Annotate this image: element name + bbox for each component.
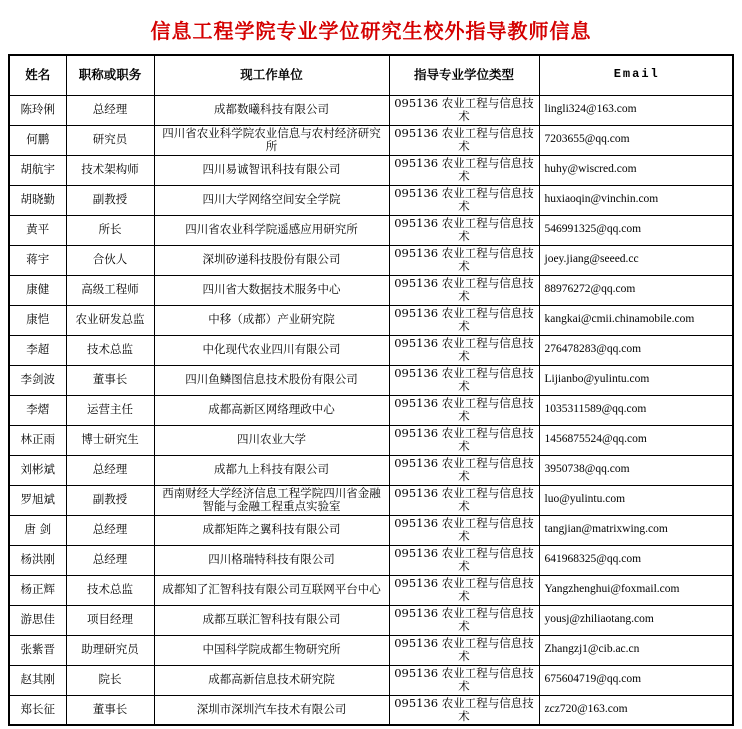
degree-cell: 095136 农业工程与信息技术 xyxy=(389,545,539,575)
org-cell: 成都数曦科技有限公司 xyxy=(154,95,389,125)
org-cell: 中化现代农业四川有限公司 xyxy=(154,335,389,365)
org-cell: 成都九上科技有限公司 xyxy=(154,455,389,485)
table-row xyxy=(9,665,733,695)
org-cell: 成都高新信息技术研究院 xyxy=(154,665,389,695)
degree-cell: 095136 农业工程与信息技术 xyxy=(389,575,539,605)
email-cell: kangkai@cmii.chinamobile.com xyxy=(539,305,733,335)
column-header-degree: 指导专业学位类型 xyxy=(389,55,539,95)
title-cell: 运营主任 xyxy=(66,395,154,425)
name-cell: 郑长征 xyxy=(9,695,66,725)
title-cell: 董事长 xyxy=(66,695,154,725)
email-cell: 7203655@qq.com xyxy=(539,125,733,155)
name-cell: 杨洪刚 xyxy=(9,545,66,575)
title-cell: 项目经理 xyxy=(66,605,154,635)
email-cell: 3950738@qq.com xyxy=(539,455,733,485)
name-cell: 蒋宇 xyxy=(9,245,66,275)
table-row xyxy=(9,155,733,185)
name-cell: 何鹏 xyxy=(9,125,66,155)
title-cell: 技术总监 xyxy=(66,575,154,605)
name-cell: 陈玲俐 xyxy=(9,95,66,125)
degree-cell: 095136 农业工程与信息技术 xyxy=(389,395,539,425)
email-cell: 1035311589@qq.com xyxy=(539,395,733,425)
degree-cell: 095136 农业工程与信息技术 xyxy=(389,485,539,515)
table-row xyxy=(9,575,733,605)
title-cell: 技术架构师 xyxy=(66,155,154,185)
name-cell: 胡航宇 xyxy=(9,155,66,185)
name-cell: 康恺 xyxy=(9,305,66,335)
org-cell: 四川农业大学 xyxy=(154,425,389,455)
email-cell: joey.jiang@seeed.cc xyxy=(539,245,733,275)
org-cell: 中国科学院成都生物研究所 xyxy=(154,635,389,665)
degree-cell: 095136 农业工程与信息技术 xyxy=(389,185,539,215)
email-cell: huxiaoqin@vinchin.com xyxy=(539,185,733,215)
table-row xyxy=(9,605,733,635)
name-cell: 李熠 xyxy=(9,395,66,425)
title-cell: 总经理 xyxy=(66,95,154,125)
degree-cell: 095136 农业工程与信息技术 xyxy=(389,455,539,485)
name-cell: 黄平 xyxy=(9,215,66,245)
email-cell: 675604719@qq.com xyxy=(539,665,733,695)
name-cell: 李超 xyxy=(9,335,66,365)
table-row xyxy=(9,215,733,245)
org-cell: 四川鱼鳞图信息技术股份有限公司 xyxy=(154,365,389,395)
email-cell: Yangzhenghui@foxmail.com xyxy=(539,575,733,605)
org-cell: 成都高新区网络理政中心 xyxy=(154,395,389,425)
title-cell: 博士研究生 xyxy=(66,425,154,455)
name-cell: 李剑波 xyxy=(9,365,66,395)
title-cell: 研究员 xyxy=(66,125,154,155)
table-row xyxy=(9,635,733,665)
email-cell: huhy@wiscred.com xyxy=(539,155,733,185)
table-row xyxy=(9,395,733,425)
email-cell: 641968325@qq.com xyxy=(539,545,733,575)
name-cell: 胡晓勤 xyxy=(9,185,66,215)
table-row xyxy=(9,485,733,515)
name-cell: 杨正辉 xyxy=(9,575,66,605)
degree-cell: 095136 农业工程与信息技术 xyxy=(389,635,539,665)
table-row xyxy=(9,695,733,725)
degree-cell: 095136 农业工程与信息技术 xyxy=(389,155,539,185)
degree-cell: 095136 农业工程与信息技术 xyxy=(389,605,539,635)
org-cell: 四川省大数据技术服务中心 xyxy=(154,275,389,305)
name-cell: 赵其刚 xyxy=(9,665,66,695)
org-cell: 四川格瑞特科技有限公司 xyxy=(154,545,389,575)
email-cell: Zhangzj1@cib.ac.cn xyxy=(539,635,733,665)
name-cell: 刘彬斌 xyxy=(9,455,66,485)
table-row xyxy=(9,305,733,335)
degree-cell: 095136 农业工程与信息技术 xyxy=(389,305,539,335)
title-cell: 助理研究员 xyxy=(66,635,154,665)
title-cell: 副教授 xyxy=(66,485,154,515)
org-cell: 中移（成都）产业研究院 xyxy=(154,305,389,335)
table-row xyxy=(9,275,733,305)
supervisors-table xyxy=(8,54,734,726)
title-cell: 农业研发总监 xyxy=(66,305,154,335)
name-cell: 林正雨 xyxy=(9,425,66,455)
name-cell: 唐 剑 xyxy=(9,515,66,545)
table-row xyxy=(9,185,733,215)
title-cell: 副教授 xyxy=(66,185,154,215)
name-cell: 罗旭斌 xyxy=(9,485,66,515)
email-cell: zcz720@163.com xyxy=(539,695,733,725)
table-row xyxy=(9,245,733,275)
degree-cell: 095136 农业工程与信息技术 xyxy=(389,335,539,365)
name-cell: 游思佳 xyxy=(9,605,66,635)
table-row xyxy=(9,95,733,125)
org-cell: 四川省农业科学院遥感应用研究所 xyxy=(154,215,389,245)
degree-cell: 095136 农业工程与信息技术 xyxy=(389,245,539,275)
title-cell: 合伙人 xyxy=(66,245,154,275)
column-header-title: 职称或职务 xyxy=(66,55,154,95)
title-cell: 技术总监 xyxy=(66,335,154,365)
degree-cell: 095136 农业工程与信息技术 xyxy=(389,275,539,305)
org-cell: 成都互联汇智科技有限公司 xyxy=(154,605,389,635)
title-cell: 所长 xyxy=(66,215,154,245)
table-row xyxy=(9,125,733,155)
org-cell: 成都矩阵之翼科技有限公司 xyxy=(154,515,389,545)
email-cell: tangjian@matrixwing.com xyxy=(539,515,733,545)
header-row xyxy=(9,55,733,95)
table-row xyxy=(9,335,733,365)
degree-cell: 095136 农业工程与信息技术 xyxy=(389,365,539,395)
table-row xyxy=(9,455,733,485)
name-cell: 张紫晋 xyxy=(9,635,66,665)
email-cell: Lijianbo@yulintu.com xyxy=(539,365,733,395)
email-cell: yousj@zhiliaotang.com xyxy=(539,605,733,635)
org-cell: 四川易诚智讯科技有限公司 xyxy=(154,155,389,185)
degree-cell: 095136 农业工程与信息技术 xyxy=(389,695,539,725)
column-header-email: Email xyxy=(539,55,733,95)
org-cell: 深圳矽递科技股份有限公司 xyxy=(154,245,389,275)
title-cell: 总经理 xyxy=(66,515,154,545)
org-cell: 四川省农业科学院农业信息与农村经济研究所 xyxy=(154,125,389,155)
name-cell: 康健 xyxy=(9,275,66,305)
email-cell: 1456875524@qq.com xyxy=(539,425,733,455)
table-row xyxy=(9,425,733,455)
table-row xyxy=(9,365,733,395)
org-cell: 成都知了汇智科技有限公司互联网平台中心 xyxy=(154,575,389,605)
title-cell: 董事长 xyxy=(66,365,154,395)
email-cell: luo@yulintu.com xyxy=(539,485,733,515)
table-row xyxy=(9,515,733,545)
title-cell: 院长 xyxy=(66,665,154,695)
table-body xyxy=(9,95,733,725)
degree-cell: 095136 农业工程与信息技术 xyxy=(389,425,539,455)
degree-cell: 095136 农业工程与信息技术 xyxy=(389,95,539,125)
email-cell: 276478283@qq.com xyxy=(539,335,733,365)
email-cell: 88976272@qq.com xyxy=(539,275,733,305)
org-cell: 西南财经大学经济信息工程学院四川省金融智能与金融工程重点实验室 xyxy=(154,485,389,515)
org-cell: 深圳市深圳汽车技术有限公司 xyxy=(154,695,389,725)
page-title: 信息工程学院专业学位研究生校外指导教师信息 xyxy=(150,19,592,43)
table-header xyxy=(9,55,733,95)
column-header-org: 现工作单位 xyxy=(154,55,389,95)
table-row xyxy=(9,545,733,575)
email-cell: lingli324@163.com xyxy=(539,95,733,125)
title-cell: 高级工程师 xyxy=(66,275,154,305)
degree-cell: 095136 农业工程与信息技术 xyxy=(389,515,539,545)
title-cell: 总经理 xyxy=(66,455,154,485)
column-header-name: 姓名 xyxy=(9,55,66,95)
org-cell: 四川大学网络空间安全学院 xyxy=(154,185,389,215)
degree-cell: 095136 农业工程与信息技术 xyxy=(389,215,539,245)
title-cell: 总经理 xyxy=(66,545,154,575)
degree-cell: 095136 农业工程与信息技术 xyxy=(389,665,539,695)
email-cell: 546991325@qq.com xyxy=(539,215,733,245)
degree-cell: 095136 农业工程与信息技术 xyxy=(389,125,539,155)
